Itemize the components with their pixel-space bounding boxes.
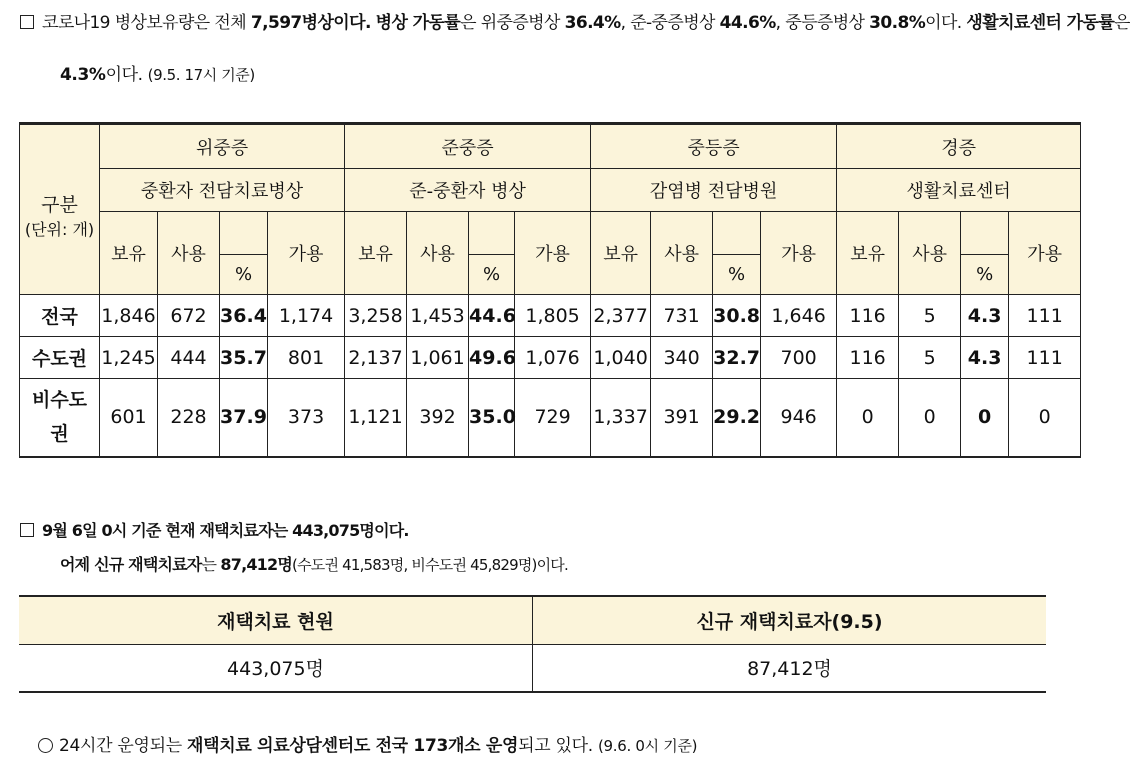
cell-value: 801 [268,337,345,379]
cell-value: 111 [1009,295,1081,337]
cell-pct: 49.6 [469,337,515,379]
cell-value: 2,137 [345,337,407,379]
semi-critical-rate: 44.6% [719,13,776,33]
text: 24시간 운영되는 [59,736,187,756]
sub-header-pct [713,212,761,295]
cell-pct: 30.8 [713,295,761,337]
cell-value: 672 [158,295,220,337]
cell-pct: 0 [961,379,1009,457]
pct-label: % [469,254,514,294]
text: 어제 신규 재택치료자 [60,555,202,574]
sub-header-own: 보유 [591,212,651,295]
cell-pct: 4.3 [961,295,1009,337]
cell-value: 1,337 [591,379,651,457]
new-home-treatment-count: 87,412명 [220,555,293,574]
severity-header: 위중증 [100,124,345,169]
severity-header: 경증 [837,124,1081,169]
utilization-label: 병상 가동률 [375,13,461,33]
bed-status-table [19,122,1081,458]
value-new: 87,412명 [533,644,1047,692]
pct-label: % [713,254,760,294]
cell-value: 392 [407,379,469,457]
cell-value: 729 [515,379,591,457]
home-treatment-table [19,595,1046,693]
cell-value: 228 [158,379,220,457]
checkbox-square-icon [20,15,34,29]
cell-value: 5 [899,295,961,337]
paragraph-counseling-center [38,731,697,756]
cell-pct: 37.9 [220,379,268,457]
cell-value: 340 [651,337,713,379]
row-region: 전국 [20,295,100,337]
pct-label: % [961,254,1008,294]
home-treatment-total-text: 9월 6일 0시 기준 현재 재택치료자는 443,075명이다. [42,521,409,540]
facility-header: 중환자 전담치료병상 [100,169,345,212]
cell-pct: 4.3 [961,337,1009,379]
sub-header-avail: 가용 [515,212,591,295]
cell-value: 946 [761,379,837,457]
sub-header-use: 사용 [651,212,713,295]
cell-value: 0 [899,379,961,457]
cell-value: 391 [651,379,713,457]
paragraph-bed-status-line2 [60,62,255,88]
cell-value: 444 [158,337,220,379]
sub-header-pct [469,212,515,295]
value-current: 443,075명 [19,644,533,692]
text: , 준-중증병상 [620,13,720,33]
corner-label: 구분 [41,193,78,216]
cell-value: 1,453 [407,295,469,337]
cell-value: 2,377 [591,295,651,337]
text: 은 위중증병상 [460,13,565,33]
sub-header-own: 보유 [100,212,158,295]
cell-value: 111 [1009,337,1081,379]
cell-value: 1,121 [345,379,407,457]
row-region: 수도권 [20,337,100,379]
sub-header-pct [220,212,268,295]
sub-header-avail: 가용 [1009,212,1081,295]
cell-value: 116 [837,295,899,337]
checkbox-square-icon [20,523,34,537]
cell-value: 1,805 [515,295,591,337]
cell-value: 1,174 [268,295,345,337]
center-utilization-label: 생활치료센터 가동률 [966,13,1115,33]
center-rate: 4.3% [60,65,106,85]
reference-time: (9.5. 17시 기준) [147,66,255,84]
sub-header-own: 보유 [837,212,899,295]
cell-value: 1,040 [591,337,651,379]
cell-value: 373 [268,379,345,457]
paragraph-new-home-treatment [60,552,568,575]
sub-header-use: 사용 [407,212,469,295]
table-row [20,379,1081,457]
text: 재택치료 의료상담센터도 전국 173개소 운영 [186,736,519,756]
pct-label: % [220,254,267,294]
facility-header: 생활치료센터 [837,169,1081,212]
cell-value: 1,061 [407,337,469,379]
cell-pct: 44.6 [469,295,515,337]
sub-header-avail: 가용 [761,212,837,295]
text: (수도권 41,583명, 비수도권 45,829명)이다. [292,556,568,574]
cell-pct: 35.0 [469,379,515,457]
severity-header: 중등증 [591,124,837,169]
severity-header: 준중증 [345,124,591,169]
reference-time: (9.6. 0시 기준) [597,737,698,755]
cell-value: 1,076 [515,337,591,379]
facility-header: 감염병 전담병원 [591,169,837,212]
cell-value: 731 [651,295,713,337]
cell-value: 601 [100,379,158,457]
cell-value: 0 [1009,379,1081,457]
paragraph-bed-status [20,10,1130,36]
cell-value: 116 [837,337,899,379]
corner-header [20,124,100,295]
sub-header-own: 보유 [345,212,407,295]
text: 은 [1114,13,1130,33]
cell-pct: 35.7 [220,337,268,379]
sub-header-use: 사용 [899,212,961,295]
text: , 중등증병상 [775,13,870,33]
cell-pct: 36.4 [220,295,268,337]
table-row [20,295,1081,337]
text: 되고 있다. [518,736,598,756]
circle-bullet-icon [38,738,53,753]
moderate-rate: 30.8% [869,13,926,33]
row-region: 비수도권 [20,379,100,457]
text: 는 [201,555,221,574]
sub-header-pct [961,212,1009,295]
total-beds: 7,597병상이다. [250,13,371,33]
cell-pct: 29.2 [713,379,761,457]
paragraph-home-treatment [20,518,409,541]
text: 이다. [105,65,148,85]
facility-header: 준-중환자 병상 [345,169,591,212]
sub-header-avail: 가용 [268,212,345,295]
cell-value: 0 [837,379,899,457]
header-current: 재택치료 현원 [19,596,533,644]
sub-header-use: 사용 [158,212,220,295]
corner-unit: (단위: 개) [24,219,95,239]
header-new: 신규 재택치료자(9.5) [533,596,1047,644]
cell-value: 3,258 [345,295,407,337]
cell-value: 1,646 [761,295,837,337]
text: 이다. [925,13,967,33]
text: 코로나19 병상보유량은 전체 [42,13,251,33]
cell-pct: 32.7 [713,337,761,379]
cell-value: 1,846 [100,295,158,337]
critical-rate: 36.4% [564,13,621,33]
cell-value: 5 [899,337,961,379]
cell-value: 700 [761,337,837,379]
cell-value: 1,245 [100,337,158,379]
table-row [20,337,1081,379]
